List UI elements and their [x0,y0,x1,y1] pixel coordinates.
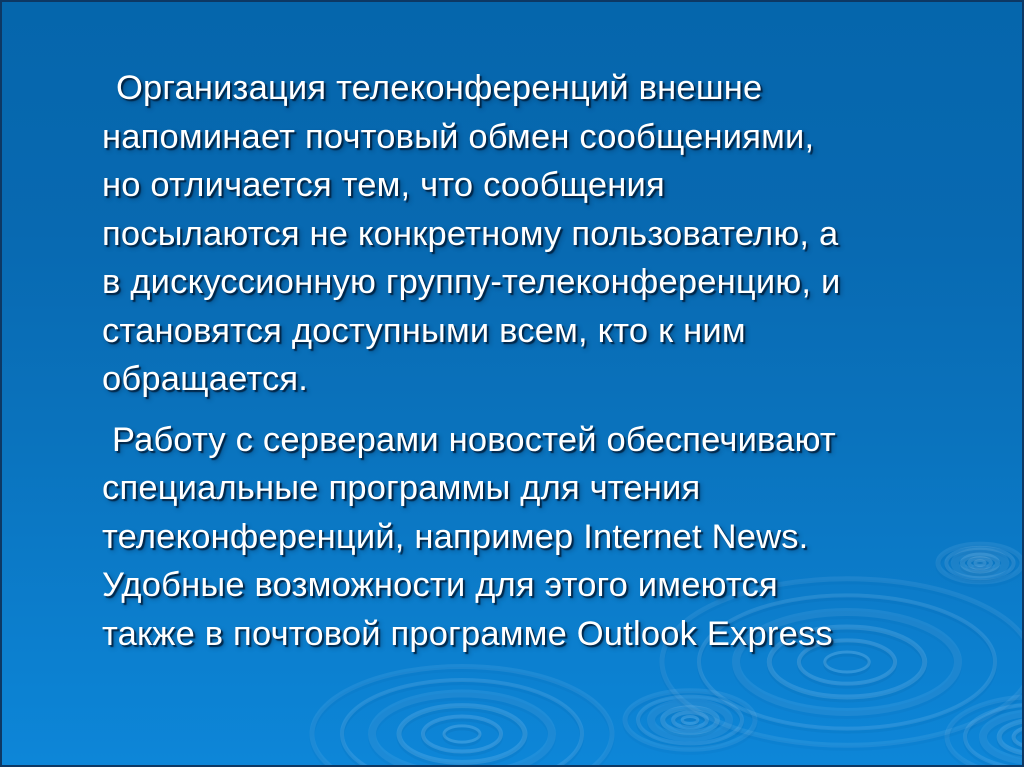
slide-body-text [102,64,972,658]
paragraph-2: Работу с серверами новостей обеспечивают специальные программы для чтения телеконференций, например Internet News. Удобные возможности для этого имеются также в почтовой программе Outlook Express [102,420,836,653]
paragraph-1: Организация телеконференций внешне напоминает почтовый обмен сообщениями, но отличается тем, что сообщения посылаются не конкретному пользователю, а в дискуссионную группу-телеконференцию, и становятся доступными всем, кто к ним обращается. [102,69,841,398]
